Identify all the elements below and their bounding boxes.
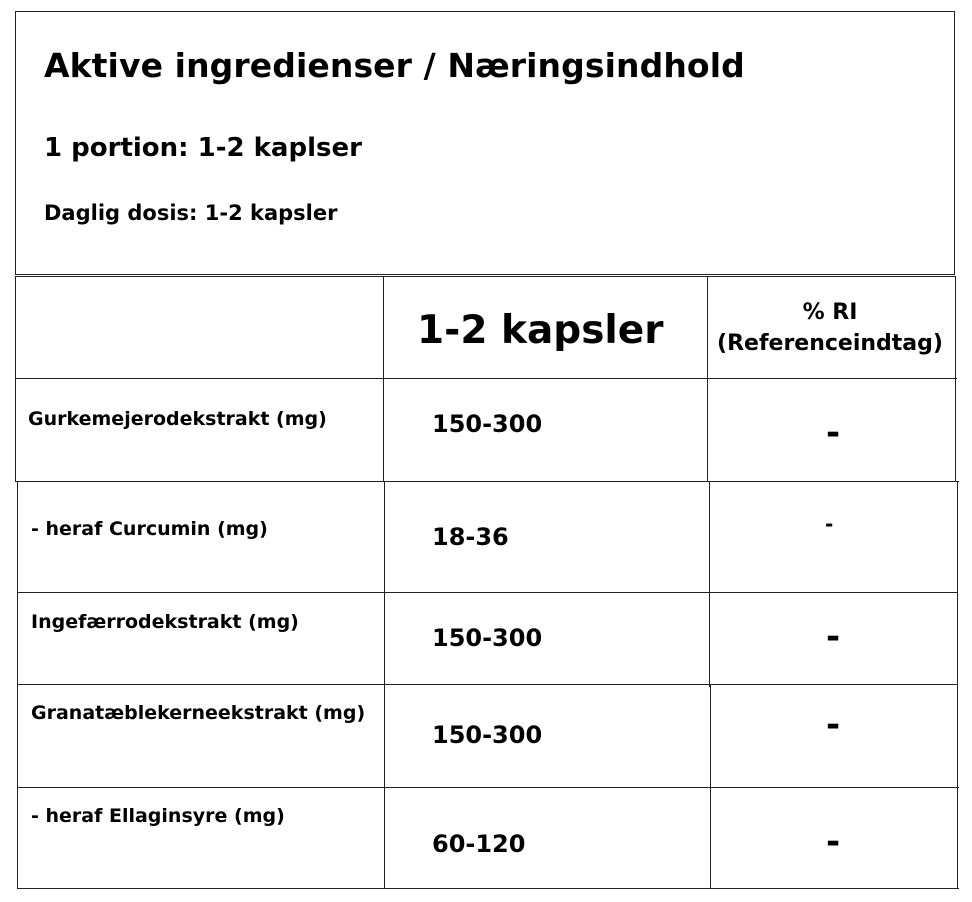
table-right-border <box>957 481 958 889</box>
ingredient-ri: - <box>826 705 841 745</box>
column-divider <box>383 276 384 482</box>
row-divider <box>18 787 959 788</box>
ingredient-amount: 150-300 <box>432 721 543 749</box>
ingredient-name: Ingefærrodekstrakt (mg) <box>31 611 299 633</box>
ingredient-amount: 150-300 <box>432 410 543 438</box>
ingredient-amount: 18-36 <box>432 523 509 551</box>
row-divider <box>15 378 957 379</box>
ingredient-amount: 60-120 <box>432 830 526 858</box>
daily-dose-text: Daglig dosis: 1-2 kapsler <box>44 201 338 225</box>
ingredient-amount: 150-300 <box>432 624 543 652</box>
column-divider <box>384 481 385 889</box>
ingredient-ri: - <box>826 822 841 862</box>
ingredient-ri: - <box>826 617 841 657</box>
table-left-border <box>17 481 18 889</box>
row-divider <box>17 592 958 593</box>
page-title: Aktive ingredienser / Næringsindhold <box>44 46 745 85</box>
column-header-amount: 1-2 kapsler <box>417 308 664 353</box>
column-header-ri <box>708 297 952 359</box>
row-divider <box>16 481 959 482</box>
table-bottom-border <box>18 888 959 889</box>
column-divider <box>709 481 710 687</box>
portion-text: 1 portion: 1-2 kaplser <box>44 133 362 163</box>
column-header-ri-label: % RI <box>802 300 858 325</box>
ingredient-name: Gurkemejerodekstrakt (mg) <box>28 408 327 430</box>
ingredient-ri: - <box>826 413 841 453</box>
column-divider <box>710 684 711 888</box>
column-header-ri-sub: (Referenceindtag) <box>717 331 943 356</box>
table-right-border <box>955 276 956 482</box>
ingredient-name: - heraf Ellaginsyre (mg) <box>31 805 285 827</box>
ingredient-ri: - <box>825 512 834 536</box>
table-top-border <box>15 276 955 277</box>
ingredient-name: Granatæblekerneekstrakt (mg) <box>31 702 366 724</box>
table-left-border <box>15 276 16 482</box>
ingredient-name: - heraf Curcumin (mg) <box>31 518 268 540</box>
row-divider <box>17 684 958 685</box>
